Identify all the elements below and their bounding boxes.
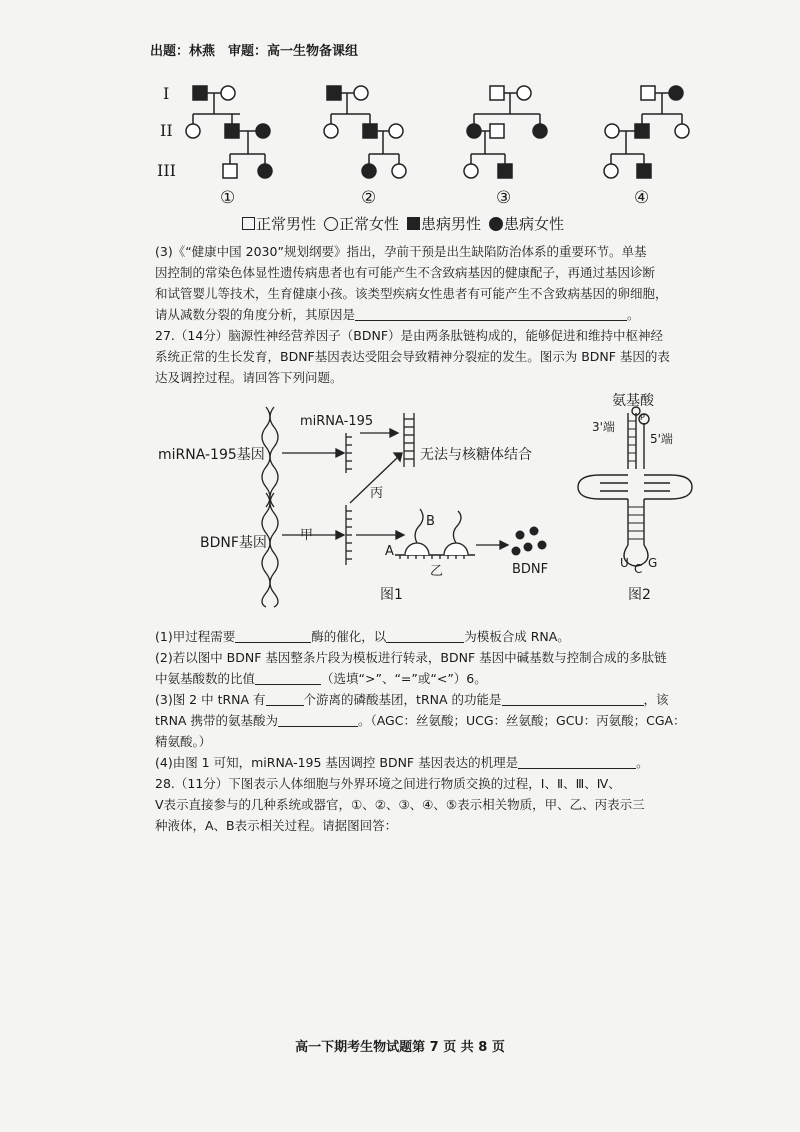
legend-affected-female: 患病女性 <box>504 215 565 233</box>
q26-3-line-4 <box>155 304 655 325</box>
question-27-subquestions <box>155 626 686 773</box>
q26-3-answer-blank[interactable] <box>355 308 627 321</box>
fig2-anticodon-g: G <box>648 556 658 570</box>
q27-3-line-3: 精氨酸。） <box>155 734 212 749</box>
normal-male-icon <box>242 217 255 230</box>
q27-1-part-b: 酶的催化，以 <box>311 629 387 644</box>
fig1-b-label: B <box>426 514 435 529</box>
generation-label-3: III <box>157 161 176 180</box>
q27-1 <box>155 626 655 647</box>
q26-3-line-3: 和试管婴儿等技术，生育健康小孩。该类型疾病女性患者有可能产生不含致病基因的卵细胞， <box>155 286 668 301</box>
fig2-anticodon-c: C <box>634 562 643 576</box>
q27-3-part-d: tRNA 携带的氨基酸为 <box>155 713 278 728</box>
q27-3-phosphate-blank[interactable] <box>266 693 304 706</box>
fig2-phosphate-label: P <box>640 413 645 422</box>
question-26-3 <box>155 241 668 325</box>
q27-line-3: 达及调控过程。请回答下列问题。 <box>155 370 343 385</box>
pedigree-label-4: ④ <box>634 188 650 208</box>
fig1-no-bind-label: 无法与核糖体结合 <box>420 447 532 463</box>
q27-1-template-blank[interactable] <box>386 630 464 643</box>
pedigree-3 <box>464 86 547 178</box>
q27-3-line-2 <box>155 710 686 731</box>
pedigree-legend <box>242 213 568 234</box>
q27-4-part-a: (4)由图 1 可知，miRNA-195 基因调控 BDNF 基因表达的机理是 <box>155 755 519 770</box>
exam-header: 出题：林燕 审题：高一生物备课组 <box>150 44 359 59</box>
q27-3-part-c: ，该 <box>643 692 669 707</box>
q26-3-line-1: (3)《“健康中国 2030”规划纲要》指出，孕前干预是出生缺陷防治体系的重要环节。单基 <box>155 244 647 259</box>
q28-line-1: 28.（11分）下图表示人体细胞与外界环境之间进行物质交换的过程，Ⅰ、Ⅱ、Ⅲ、Ⅳ、 <box>155 776 621 791</box>
affected-female-icon <box>489 217 503 231</box>
q27-2-part-b: 中氨基酸数的比值 <box>155 671 256 686</box>
normal-female-icon <box>324 217 338 231</box>
fig2-caption: 图2 <box>628 587 651 603</box>
legend-normal-male: 正常男性 <box>256 215 317 233</box>
q27-1-enzyme-blank[interactable] <box>235 630 311 643</box>
fig2-anticodon-u: U <box>620 556 629 570</box>
fig1-bing-label: 丙 <box>370 486 384 501</box>
q27-2-line-1: (2)若以图中 BDNF 基因整条片段为模板进行转录，BDNF 基因中碱基数与控制合成的多肽链 <box>155 650 667 665</box>
q26-3-line-2: 因控制的常染色体显性遗传病患者也有可能产生不含致病基因的健康配子，再通过基因诊断 <box>155 265 656 280</box>
fig2-3-end-label: 3'端 <box>592 420 615 434</box>
fig1-bdnf-gene-label: BDNF基因 <box>200 535 267 551</box>
generation-label-1: I <box>163 84 170 103</box>
question-28 <box>155 773 655 836</box>
q27-line-2: 系统正常的生长发育，BDNF基因表达受阻会导致精神分裂症的发生。图示为 BDNF 基因的表 <box>155 349 670 364</box>
q27-2-line-2 <box>155 668 655 689</box>
pedigree-charts <box>170 75 710 205</box>
fig2-amino-acid-label: 氨基酸 <box>612 393 654 409</box>
q27-4-mechanism-blank[interactable] <box>518 756 636 769</box>
bdnf-protein-dots <box>512 527 547 556</box>
question-27-intro <box>155 325 670 388</box>
pedigree-4 <box>604 86 689 178</box>
fig1-jia-label: 甲 <box>300 528 314 543</box>
q28-line-2: Ⅴ表示直接参与的几种系统或器官，①、②、③、④、⑤表示相关物质，甲、乙、丙表示三 <box>155 797 645 812</box>
pedigree-2 <box>324 86 406 178</box>
q27-3-part-e: 。（AGC：丝氨酸；UCG：丝氨酸；GCU：丙氨酸；CGA： <box>357 713 686 728</box>
q27-3-line-1 <box>155 689 669 710</box>
fig1-caption: 图1 <box>380 587 403 603</box>
figure-2-trna <box>570 405 700 580</box>
fig2-5-end-label: 5'端 <box>650 432 673 446</box>
q27-3-part-b: 个游离的磷酸基团，tRNA 的功能是 <box>303 692 502 707</box>
pedigree-label-1: ① <box>220 188 236 208</box>
fig1-mirna-label: miRNA-195 <box>300 414 374 429</box>
q26-3-end: 。 <box>627 307 640 322</box>
pedigree-label-3: ③ <box>496 188 512 208</box>
affected-male-icon <box>407 217 420 230</box>
legend-affected-male: 患病男性 <box>421 215 482 233</box>
fig1-bdnf-label: BDNF <box>512 562 549 577</box>
q27-4 <box>155 752 655 773</box>
q27-3-function-blank[interactable] <box>502 693 644 706</box>
q27-1-part-c: 为模板合成 RNA。 <box>464 629 570 644</box>
q27-4-part-b: 。 <box>636 755 649 770</box>
page-footer: 高一下期考生物试题第 7 页 共 8 页 <box>295 1040 505 1055</box>
fig1-mirna-gene-label: miRNA-195基因 <box>158 447 265 463</box>
generation-label-2: II <box>160 121 173 140</box>
q27-2-ratio-blank[interactable] <box>255 672 321 685</box>
q27-line-1: 27.（14分）脑源性神经营养因子（BDNF）是由两条肽链构成的，能够促进和维持中枢神经 <box>155 328 664 343</box>
fig1-a-label: A <box>385 544 394 559</box>
fig1-yi-label: 乙 <box>430 564 444 579</box>
q28-line-3: 种液体，A、B表示相关过程。请据图回答： <box>155 818 398 833</box>
q27-3-part-a: (3)图 2 中 tRNA 有 <box>155 692 266 707</box>
q27-2-part-c: （选填“>”、“=”或“<”）6。 <box>321 671 487 686</box>
pedigree-1 <box>186 86 272 178</box>
q26-3-prompt: 请从减数分裂的角度分析，其原因是 <box>155 307 356 322</box>
q27-1-part-a: (1)甲过程需要 <box>155 629 236 644</box>
pedigree-label-2: ② <box>361 188 377 208</box>
q27-3-amino-acid-blank[interactable] <box>278 714 358 727</box>
legend-normal-female: 正常女性 <box>339 215 400 233</box>
